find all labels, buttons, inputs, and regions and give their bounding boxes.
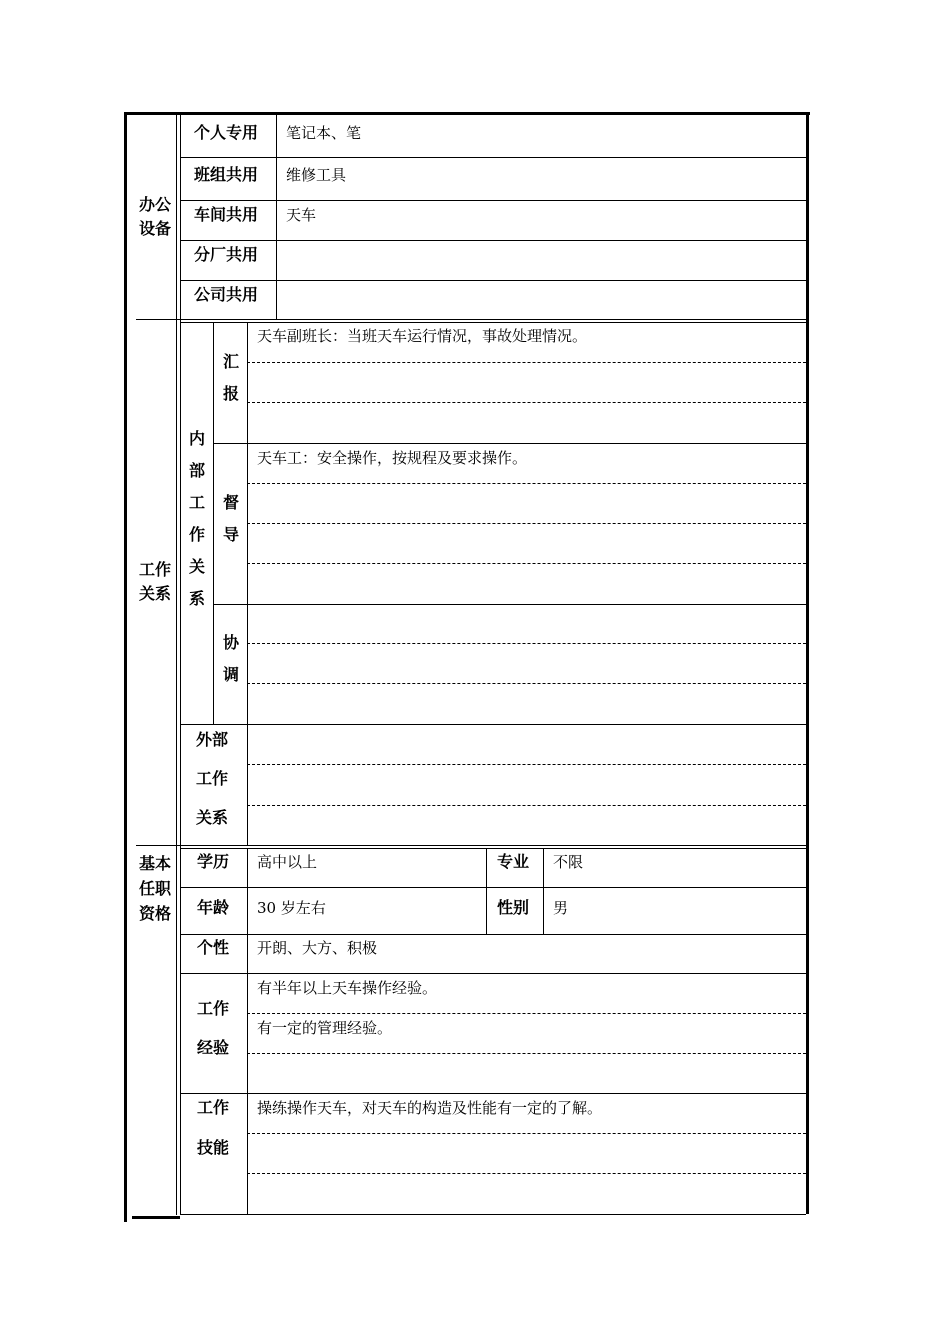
- gender-value: 男: [553, 899, 569, 917]
- table-top-border: [124, 112, 810, 115]
- supervise-text: 天车工：安全操作，按规程及要求操作。: [257, 449, 528, 467]
- coordinate-label: 协调: [222, 633, 239, 684]
- experience-label-2: 经验: [197, 1038, 230, 1057]
- education-label: 学历: [197, 852, 230, 871]
- experience-value-2: 有一定的管理经验。: [257, 1019, 393, 1037]
- education-value: 高中以上: [257, 853, 318, 871]
- external-relations-label-2: 工作: [196, 769, 229, 788]
- gender-label: 性别: [497, 898, 530, 917]
- office-row-label-personal: 个人专用: [194, 123, 259, 142]
- table-right-border: [806, 112, 809, 1214]
- external-relations-label-3: 关系: [196, 808, 229, 827]
- office-row-value-personal: 笔记本、笔: [286, 124, 362, 142]
- skills-value: 操练操作天车，对天车的构造及性能有一定的了解。: [257, 1099, 603, 1117]
- age-value: 30 岁左右: [257, 899, 326, 917]
- skills-label-2: 技能: [197, 1138, 230, 1157]
- supervise-label: 督导: [222, 493, 239, 544]
- personality-value: 开朗、大方、积极: [257, 939, 378, 957]
- office-equipment-title: 办公设备: [138, 195, 171, 238]
- experience-label-1: 工作: [197, 999, 230, 1018]
- office-row-label-company: 公司共用: [194, 285, 259, 304]
- table-left-border: [124, 112, 127, 1222]
- report-label: 汇报: [222, 352, 239, 403]
- qualifications-title: 基本任职资格: [138, 854, 171, 923]
- office-row-label-team: 班组共用: [194, 165, 259, 184]
- work-relations-title: 工作关系: [138, 560, 171, 603]
- internal-relations-label: 内部工作关系: [188, 429, 205, 608]
- table-bottom-stub: [132, 1216, 180, 1219]
- office-row-value-workshop: 天车: [286, 206, 317, 224]
- external-relations-label-1: 外部: [196, 730, 229, 749]
- report-text: 天车副班长：当班天车运行情况，事故处理情况。: [257, 327, 588, 345]
- office-row-label-workshop: 车间共用: [194, 205, 259, 224]
- personality-label: 个性: [197, 938, 230, 957]
- major-value: 不限: [553, 853, 584, 871]
- office-row-value-team: 维修工具: [286, 166, 347, 184]
- experience-value-1: 有半年以上天车操作经验。: [257, 979, 438, 997]
- office-row-label-branch: 分厂共用: [194, 245, 259, 264]
- skills-label-1: 工作: [197, 1098, 230, 1117]
- age-label: 年龄: [197, 898, 230, 917]
- major-label: 专业: [497, 852, 530, 871]
